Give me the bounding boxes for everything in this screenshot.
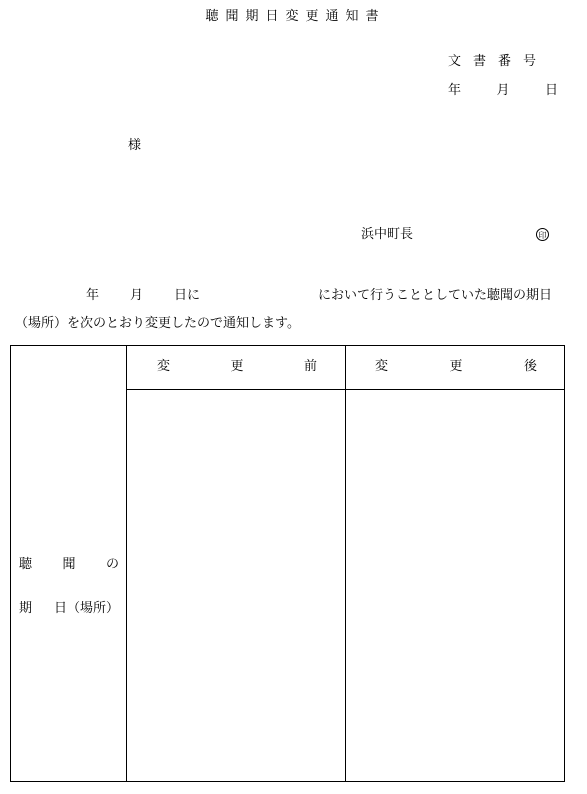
row-label-line2: [19, 601, 119, 617]
body-line2-text: （場所）を次のとおり変更したので通知します。: [15, 316, 300, 331]
date-month-label: 月: [496, 83, 510, 98]
change-table: [10, 345, 565, 782]
header-before-char: 変: [157, 359, 171, 374]
header-after-char: 後: [523, 359, 537, 374]
document-title: 聴聞期日変更通知書: [205, 9, 386, 24]
header-before-change: [157, 359, 317, 375]
body-line1-text: において行うこととしていた聴聞の期日: [318, 288, 553, 303]
row-label-line1: [19, 557, 119, 573]
body-month-label: 月: [130, 288, 144, 303]
row-label-char: の: [105, 557, 119, 572]
body-day-label: 日に: [174, 288, 201, 303]
before-change-cell[interactable]: [127, 390, 345, 781]
date-year-label: 年: [448, 83, 462, 98]
row-label-char: 聴: [19, 557, 33, 572]
addressee-suffix: 様: [128, 138, 142, 153]
body-year-label: 年: [86, 288, 100, 303]
issuer-name: 浜中町長: [361, 227, 414, 242]
row-label-char: 期: [19, 601, 33, 616]
document-number-label: 文書番号: [448, 54, 549, 69]
date-day-label: 日: [544, 83, 558, 98]
after-change-cell[interactable]: [346, 390, 564, 781]
header-after-char: 変: [375, 359, 389, 374]
header-before-char: 更: [230, 359, 244, 374]
header-before-char: 前: [303, 359, 317, 374]
header-after-change: [375, 359, 537, 375]
header-after-char: 更: [449, 359, 463, 374]
seal-mark: 印: [536, 228, 549, 241]
document-date: [448, 83, 558, 99]
row-label-rest: 日（場所）: [54, 601, 120, 616]
row-label-char: 聞: [62, 557, 76, 572]
